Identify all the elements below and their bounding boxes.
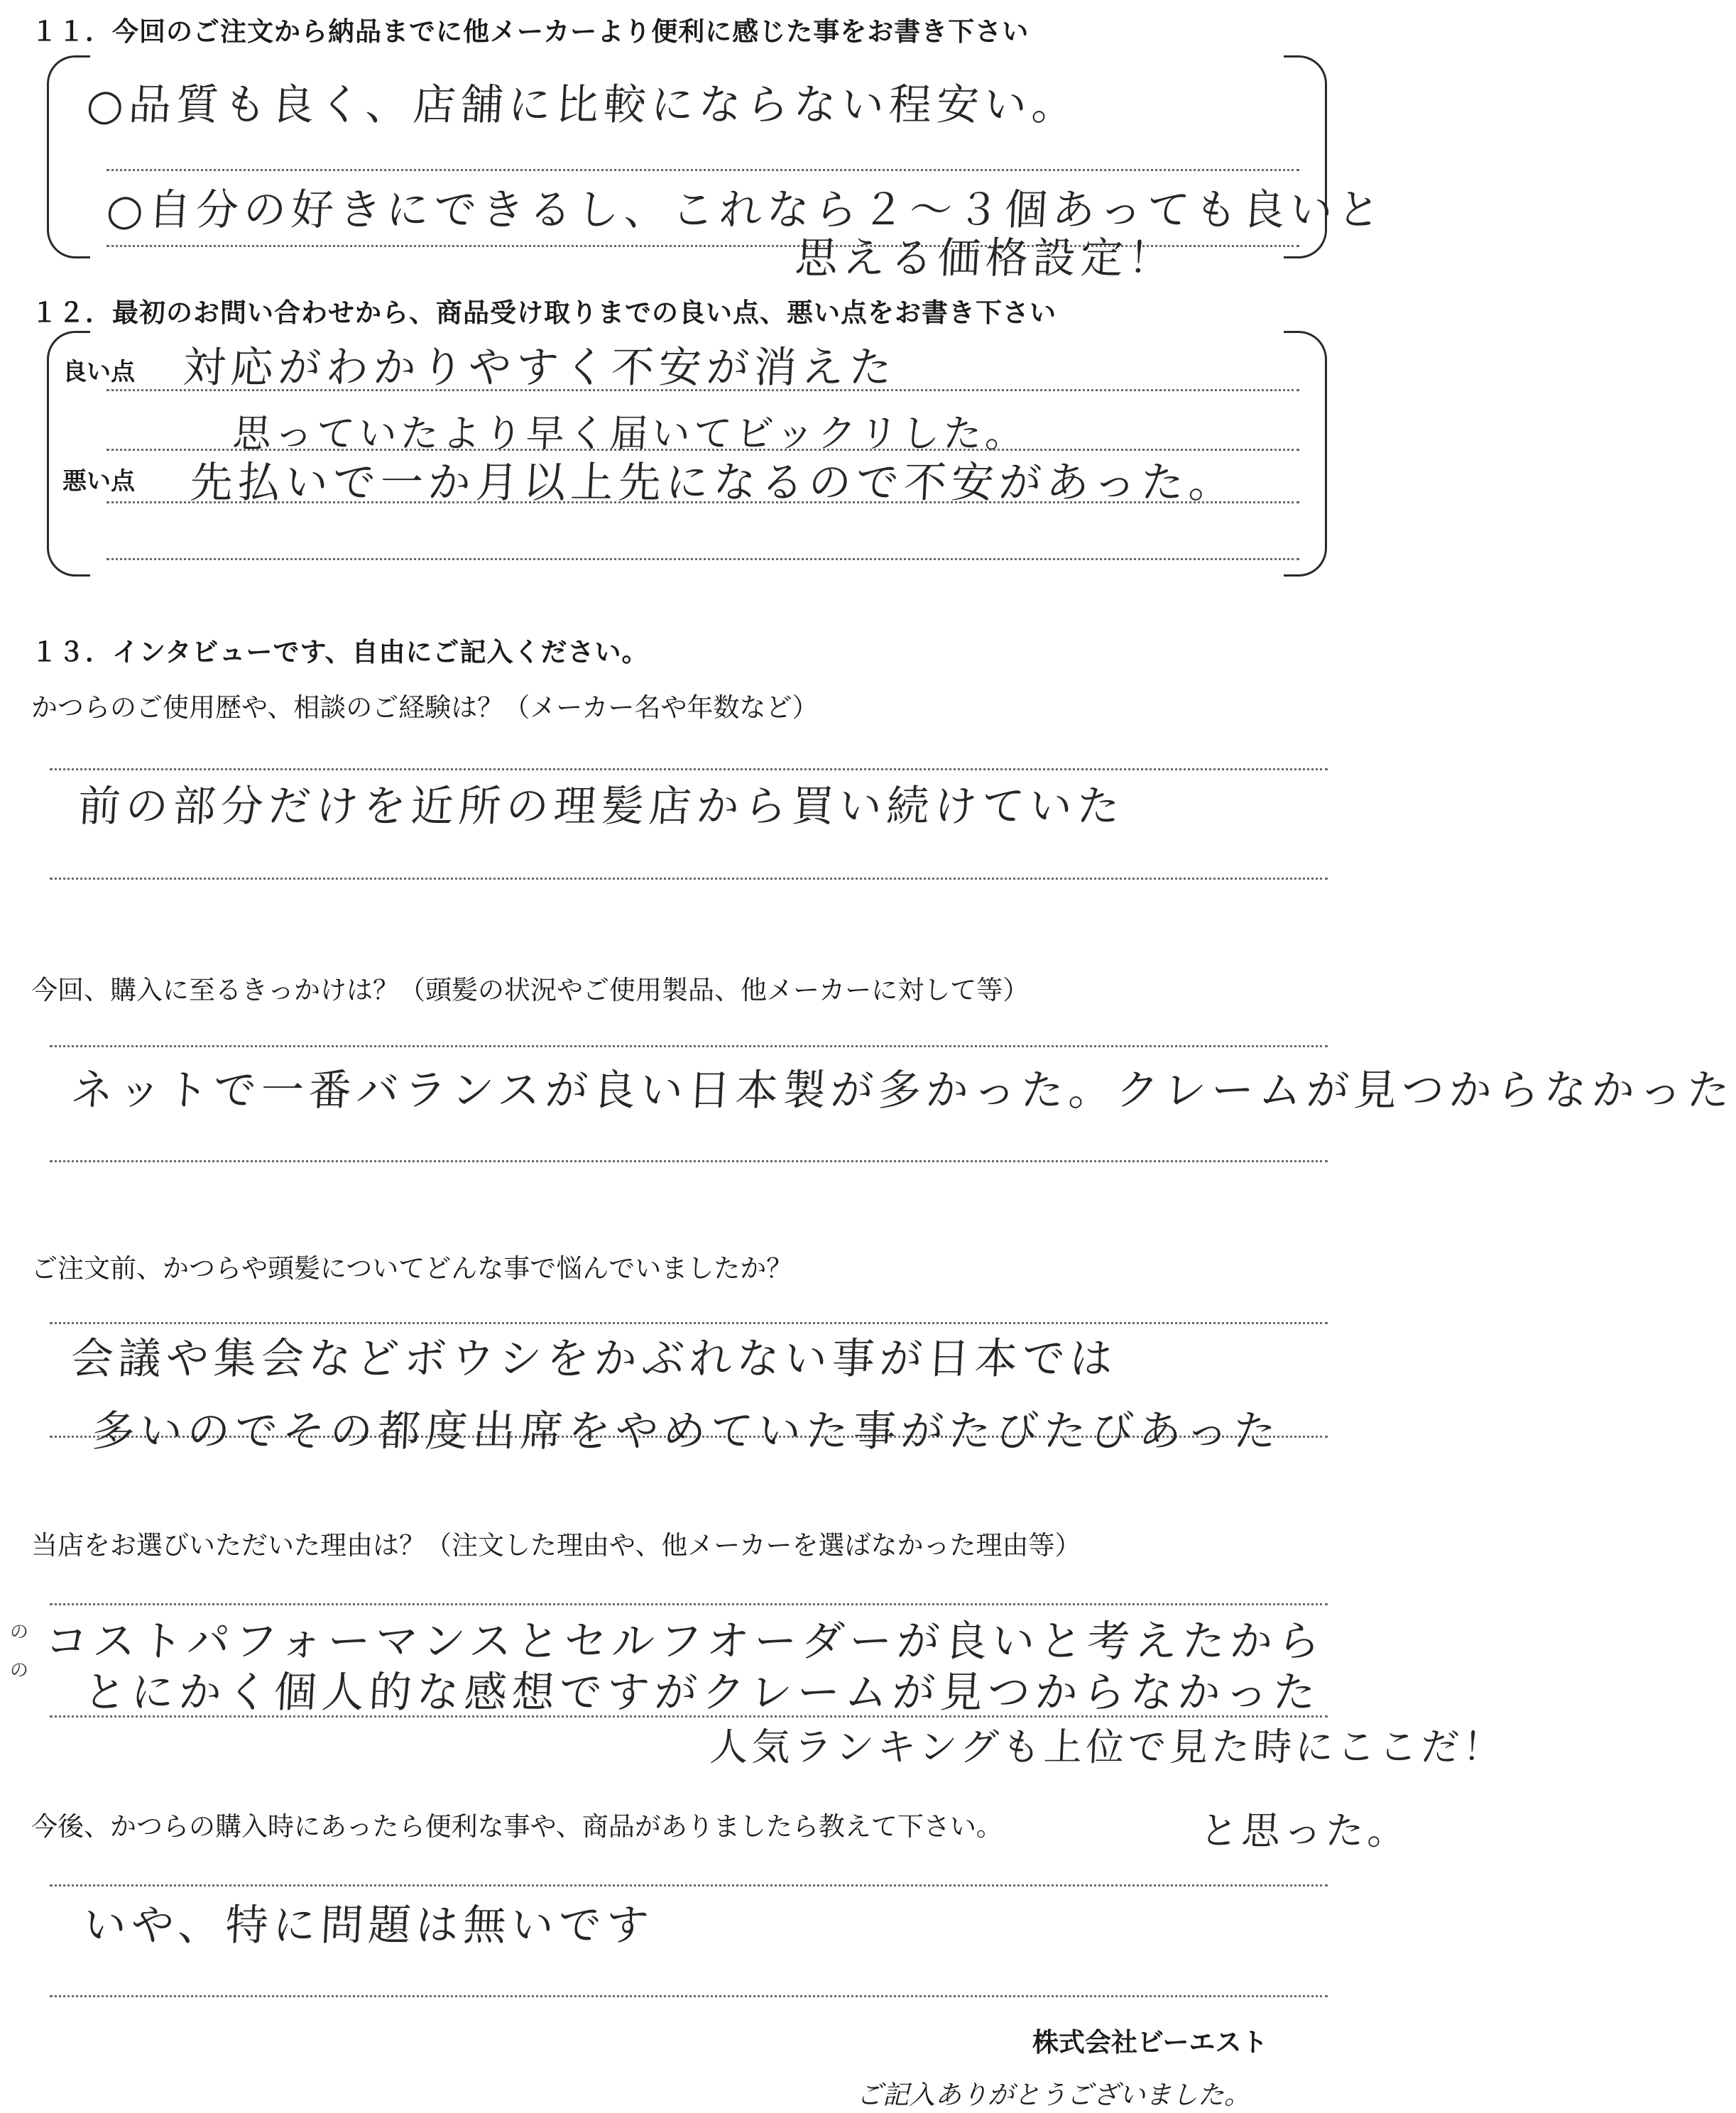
bad-point-label: 悪い点 [62, 467, 135, 496]
q13-answer-line [50, 768, 1328, 770]
q13-title: １３．インタビューです、自由にご記入ください。 [31, 637, 649, 667]
q12-bracket-right [1284, 331, 1327, 577]
q11-title: １１．今回のご注文から納品までに他メーカーより便利に感じた事をお書き下さい [31, 16, 1030, 47]
q11-answer-line [107, 169, 1299, 171]
q13-answer-4-line-2: とにかく個人的な感想ですがクレームが見つからなかった [82, 1668, 1322, 1718]
q13-answer-4-line-3: 人気ランキングも上位で見た時にここだ！ [709, 1725, 1506, 1769]
q13-answer-line [50, 878, 1328, 880]
q12-answer-line [107, 558, 1299, 560]
q13-answer-line [50, 1603, 1328, 1605]
q12-good-answer-2: 思っていたより早く届いてビックリした。 [231, 411, 1029, 456]
q12-bad-answer-1: 先払いで一か月以上先になるので不安があった。 [188, 458, 1238, 508]
q13-question-3: ご注文前、かつらや頭髪についてどんな事で悩んでいましたか？ [31, 1253, 793, 1284]
answer-mark: の [10, 1660, 29, 1681]
q12-title: １２．最初のお問い合わせから、商品受け取りまでの良い点、悪い点をお書き下さい [31, 297, 1057, 328]
q13-answer-4-line-1: コストパフォーマンスとセルフオーダーが良いと考えたから [43, 1617, 1326, 1666]
q13-question-4: 当店をお選びいただいた理由は？（注文した理由や、他メーカーを選ばなかった理由等） [31, 1530, 1081, 1561]
q11-answer-line-1: ○品質も良く、店舗に比較にならない程安い。 [84, 80, 1081, 130]
good-point-label: 良い点 [62, 358, 135, 386]
q13-answer-1-line-1: 前の部分だけを近所の理髪店から買い続けていた [76, 782, 1126, 831]
q13-answer-2-line-1: ネットで一番バランスが良い日本製が多かった。クレームが見つからなかった [69, 1066, 1736, 1115]
q13-question-1: かつらのご使用歴や、相談のご経験は？（メーカー名や年数など） [31, 692, 819, 723]
q13-answer-3-line-1: 会議や集会などボウシをかぶれない事が日本では [69, 1334, 1119, 1384]
q13-question-5: 今後、かつらの購入時にあったら便利な事や、商品がありましたら教えて下さい。 [31, 1811, 1003, 1842]
company-name: 株式会社ビーエスト [1032, 2027, 1268, 2058]
q13-answer-line [50, 1160, 1328, 1162]
q13-answer-line [50, 1995, 1328, 1997]
q13-answer-4-line-4: と思った。 [1199, 1808, 1411, 1853]
q11-bracket-left [47, 55, 90, 258]
q11-answer-line-3: 思える価格設定！ [793, 234, 1177, 283]
answer-mark: の [10, 1622, 29, 1643]
q13-answer-line [50, 1045, 1328, 1047]
q11-answer-line-2: ○自分の好きにできるし、これなら２～３個あっても良いと [104, 185, 1387, 235]
q13-answer-3-line-2: 多いのでその都度出席をやめていた事がたびたびあった [90, 1407, 1282, 1456]
q12-good-answer-1: 対応がわかりやすく不安が消えた [181, 343, 898, 393]
thank-you-message: ご記入ありがとうございました。 [856, 2080, 1250, 2110]
q13-answer-line [50, 1884, 1328, 1887]
q13-answer-line [50, 1322, 1328, 1324]
q13-question-2: 今回、購入に至るきっかけは？（頭髪の状況やご使用製品、他メーカーに対して等） [31, 975, 1030, 1005]
q13-answer-5-line-1: いや、特に問題は無いです [82, 1901, 655, 1950]
